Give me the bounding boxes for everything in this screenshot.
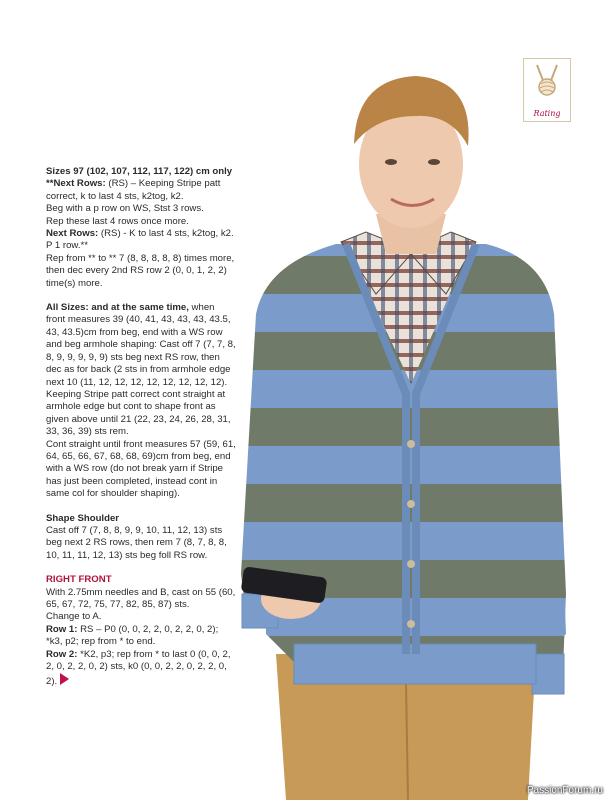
repeat-instruction: Rep these last 4 rows once more. [46,215,189,227]
row-1-label: Row 1: [46,623,78,635]
continue-arrow-icon [60,673,69,685]
cont-straight-paragraph: Cont straight until front measures 57 (59, 61, 64, 65, 66, 67, 68, 68, 69)cm from beg, end with a WS row (do not break yarn if Stripe has just been completed, instead cont in same col for shoulder shaping). [46,438,236,500]
boy-in-striped-cardigan-photo [236,54,609,800]
purl-row-instruction: P 1 row.** [46,240,88,252]
pattern-text-column [46,166,236,689]
next-rows-2-instruction [46,228,236,240]
rating-label: Rating [533,109,561,118]
row-2-label: Row 2: [46,648,78,660]
stst-instruction: Beg with a p row on WS, Stst 3 rows. [46,203,204,215]
right-front-heading: RIGHT FRONT [46,574,112,586]
rep-from-instruction: Rep from ** to ** 7 (8, 8, 8, 8, 8) times more, then dec every 2nd RS row 2 (0, 0, 1, 2, 2) time(s) more. [46,252,235,289]
next-rows-2-body: (RS) - K to last 4 sts, k2tog, k2. [98,228,234,240]
next-rows-2-label: Next Rows: [46,228,99,240]
row-1-instruction [46,624,236,649]
row-2-instruction [46,649,236,689]
next-rows-body: (RS) – Keeping Stripe patt correct, k to last 4 sts, k2tog, k2. [46,178,221,202]
watermark: PassionForum.ru [526,785,603,796]
all-sizes-body: when front measures 39 (40, 41, 43, 43, 43, 43.5, 43, 43.5)cm from beg, end with a WS row and beg armhole shaping: Cast off 7 (7, 7, 8, 8, 9, 9, 9, 9, 9) sts beg next RS row, then dec as for back (2 sts in from armhole edge next 10 (11, 12, 12, 12, 12, 12, 12, 12, 12). [46,302,236,388]
shape-shoulder-heading: Shape Shoulder [46,512,120,524]
change-instruction: Change to A. [46,611,102,623]
row-1-body: RS – P0 (0, 0, 2, 2, 0, 2, 2, 0, 2); *k3, p2; rep from * to end. [46,623,219,648]
next-rows-instruction [46,178,236,203]
all-sizes-paragraph [46,302,236,389]
shape-shoulder-body: Cast off 7 (7, 8, 8, 9, 9, 10, 11, 12, 13) sts beg next 2 RS rows, then rem 7 (8, 7, 8, 8, 10, 11, 11, 12, 13) sts beg foll RS row. [46,524,227,561]
cast-on-instruction: With 2.75mm needles and B, cast on 55 (60, 65, 67, 72, 75, 77, 82, 85, 87) sts. [46,586,236,610]
sizes-heading: Sizes 97 (102, 107, 112, 117, 122) cm only [46,166,233,177]
stripe-patt-paragraph: Keeping Stripe patt correct cont straight at armhole edge but cont to shape front as given above until 21 (22, 23, 24, 26, 28, 31, 33, 36, 39) sts rem. [46,388,231,438]
next-rows-label: **Next Rows: [46,178,106,190]
all-sizes-label: All Sizes: and at the same time, [46,302,189,314]
row-2-body: *K2, p3; rep from * to last 0 (0, 0, 2, 2, 0, 2, 2, 0, 2) sts, k0 (0, 0, 2, 2, 0, 2, 2, 0, 2). [46,648,231,688]
